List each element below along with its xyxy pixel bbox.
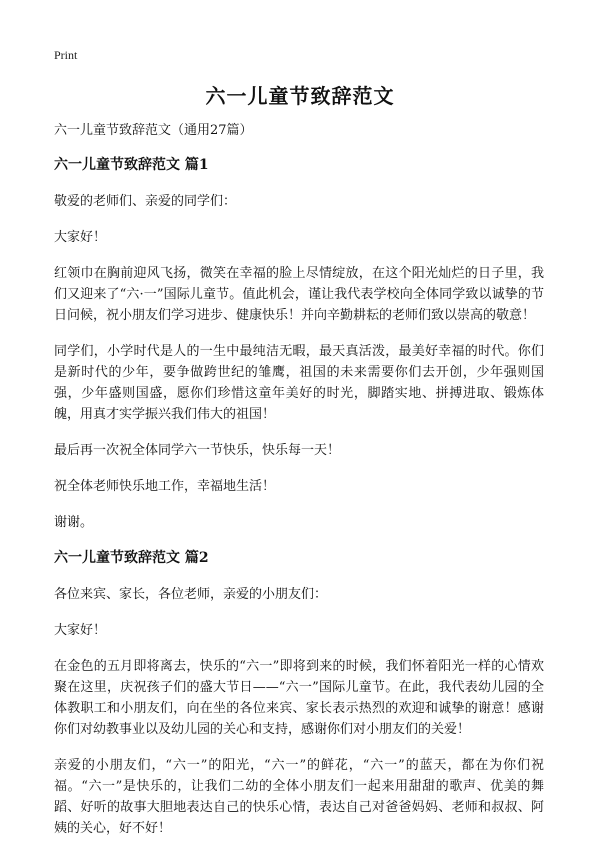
section-heading-2: 六一儿童节致辞范文 篇2 (54, 550, 209, 566)
paragraph: 祝全体老师快乐地工作，幸福地生活！ (54, 479, 276, 494)
print-link[interactable]: Print (54, 48, 78, 62)
paragraph: 同学们，小学时代是人的一生中最纯洁无暇，最天真活泼，最美好幸福的时代。你们是新时代的少年，要争做跨世纪的雏鹰，祖国的未来需要你们去开创，少年强则国强，少年盛则国盛，愿你们珍惜这童年美好的时光，脚踏实地、拼搏进取、锻炼体魄，用真才实学振兴我们伟大的祖国！ (54, 344, 544, 422)
document-subtitle: 六一儿童节致辞范文（通用27篇） (54, 123, 253, 138)
document-body (54, 120, 544, 854)
paragraph: 红领巾在胸前迎风飞扬，微笑在幸福的脸上尽情绽放，在这个阳光灿烂的日子里，我们又迎来了“六·一”国际儿童节。值此机会，谨让我代表学校向全体同学致以诚挚的节日问候，祝小朋友们学习进步、健康快乐！并向辛勤耕耘的老师们致以崇高的敬意！ (54, 266, 544, 323)
section-heading-1: 六一儿童节致辞范文 篇1 (54, 157, 209, 173)
paragraph: 大家好！ (54, 623, 107, 638)
paragraph: 各位来宾、家长，各位老师，亲爱的小朋友们： (54, 587, 328, 602)
paragraph: 敬爱的老师们、亲爱的同学们： (54, 194, 237, 209)
paragraph: 谢谢。 (54, 515, 94, 530)
paragraph: 在金色的五月即将离去，快乐的“六一”即将到来的时候，我们怀着阳光一样的心情欢聚在这里，庆祝孩子们的盛大节日——“六一”国际儿童节。在此，我代表幼儿园的全体教职工和小朋友们，向在坐的各位来宾、家长表示热烈的欢迎和诚挚的谢意！感谢你们对幼教事业以及幼儿园的关心和支持，感谢你们对小朋友们的关爱！ (54, 659, 544, 737)
paragraph: 大家好！ (54, 230, 107, 245)
paragraph: 最后再一次祝全体同学六一节快乐，快乐每一天！ (54, 443, 341, 458)
paragraph: 亲爱的小朋友们，“六一”的阳光，“六一”的鲜花，“六一”的蓝天，都在为你们祝福。“六一”是快乐的，让我们二幼的全体小朋友们一起来用甜甜的歌声、优美的舞蹈、好听的故事大胆地表达自己的快乐心情，表达自己对爸爸妈妈、老师和叔叔、阿姨的关心，好不好！ (54, 758, 544, 836)
page-title: 六一儿童节致辞范文 (205, 84, 395, 108)
